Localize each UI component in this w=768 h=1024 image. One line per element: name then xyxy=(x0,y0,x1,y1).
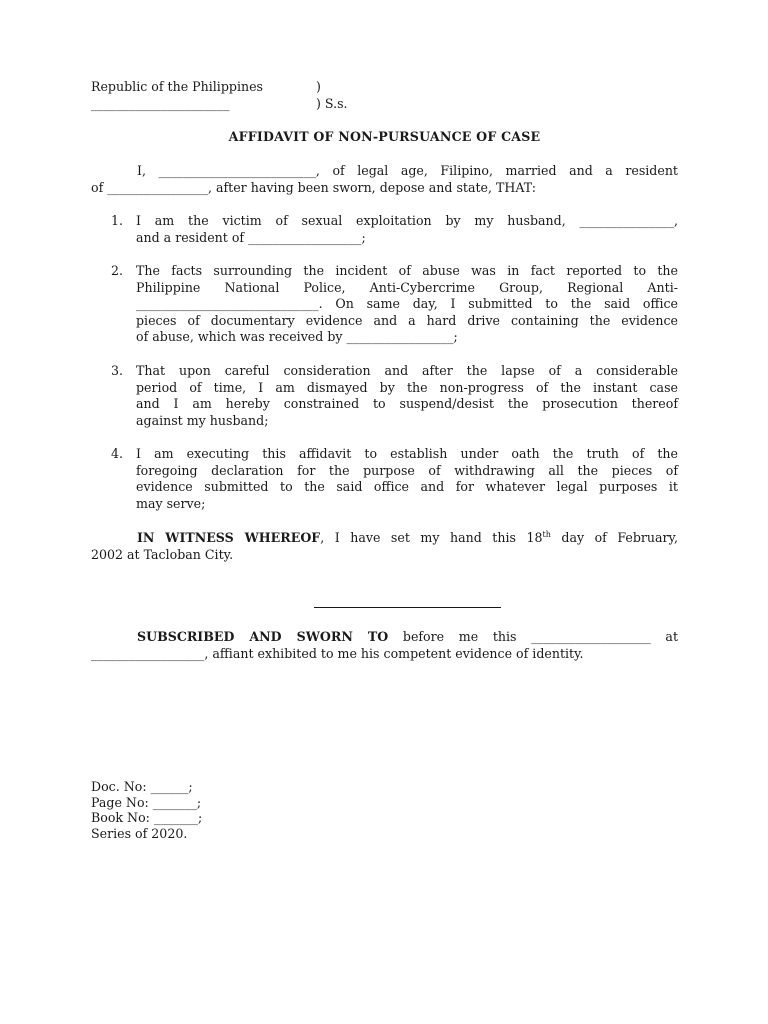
item-line: period of time, I am dismayed by the non-progress of the instant case xyxy=(136,379,678,395)
item-line: and a resident of __________________; xyxy=(136,229,366,245)
item-line: may serve; xyxy=(136,495,206,511)
province-blank: ______________________ xyxy=(91,96,230,111)
item-number: 1. xyxy=(111,213,124,228)
series-year: Series of 2020. xyxy=(91,825,188,841)
item-number: 3. xyxy=(111,363,124,378)
page-number: Page No: _______; xyxy=(91,794,202,810)
header-paren: ) xyxy=(316,79,321,94)
list-item xyxy=(91,213,678,246)
list-item xyxy=(91,263,678,346)
document-title: AFFIDAVIT OF NON-PURSUANCE OF CASE xyxy=(228,129,541,144)
signature-line xyxy=(314,607,501,608)
subscribed-heading: SUBSCRIBED AND SWORN TO xyxy=(137,629,389,644)
list-item xyxy=(91,446,678,512)
subscribed-line-1 xyxy=(137,629,678,646)
item-line: of abuse, which was received by _________________; xyxy=(136,329,458,345)
item-line: and I am hereby constrained to suspend/desist the prosecution thereof xyxy=(136,396,678,412)
item-line: foregoing declaration for the purpose of withdrawing all the pieces of xyxy=(136,462,678,478)
item-line: I am the victim of sexual exploitation by my husband, _______________, xyxy=(136,213,678,228)
intro-line-1: I, _________________________, of legal age, Filipino, married and a resident xyxy=(137,163,678,178)
item-line: evidence submitted to the said office and for whatever legal purposes it xyxy=(136,479,678,495)
witness-line-1 xyxy=(137,530,678,547)
subscribed-text: before me this ___________________ at xyxy=(388,629,679,644)
item-number: 4. xyxy=(111,446,124,461)
ss-label: ) S.s. xyxy=(316,96,348,111)
witness-heading: IN WITNESS WHEREOF xyxy=(137,530,321,545)
list-item xyxy=(91,363,678,429)
book-number: Book No: _______; xyxy=(91,810,203,826)
notary-block xyxy=(91,779,202,841)
item-line: That upon careful consideration and after the lapse of a considerable xyxy=(136,363,678,378)
witness-line-2: 2002 at Tacloban City. xyxy=(91,547,234,562)
intro-line-2: of ________________, after having been sworn, depose and state, THAT: xyxy=(91,180,536,195)
item-line: I am executing this affidavit to establish under oath the truth of the xyxy=(136,446,678,461)
ordinal-suffix: th xyxy=(542,530,551,539)
republic-line: Republic of the Philippines xyxy=(91,79,264,94)
witness-text: , I have set my hand this 18 xyxy=(320,530,543,545)
item-line: The facts surrounding the incident of abuse was in fact reported to the xyxy=(136,263,678,278)
item-line: _____________________________. On same day, I submitted to the said office xyxy=(136,296,678,312)
witness-text-2: day of February, xyxy=(550,530,679,545)
item-number: 2. xyxy=(111,263,124,278)
item-line: Philippine National Police, Anti-Cybercrime Group, Regional Anti- xyxy=(136,279,678,295)
item-line: against my husband; xyxy=(136,412,269,428)
doc-number: Doc. No: ______; xyxy=(91,779,193,794)
subscribed-line-2: __________________, affiant exhibited to me his competent evidence of identity. xyxy=(91,646,584,661)
item-line: pieces of documentary evidence and a hard drive containing the evidence xyxy=(136,312,678,328)
